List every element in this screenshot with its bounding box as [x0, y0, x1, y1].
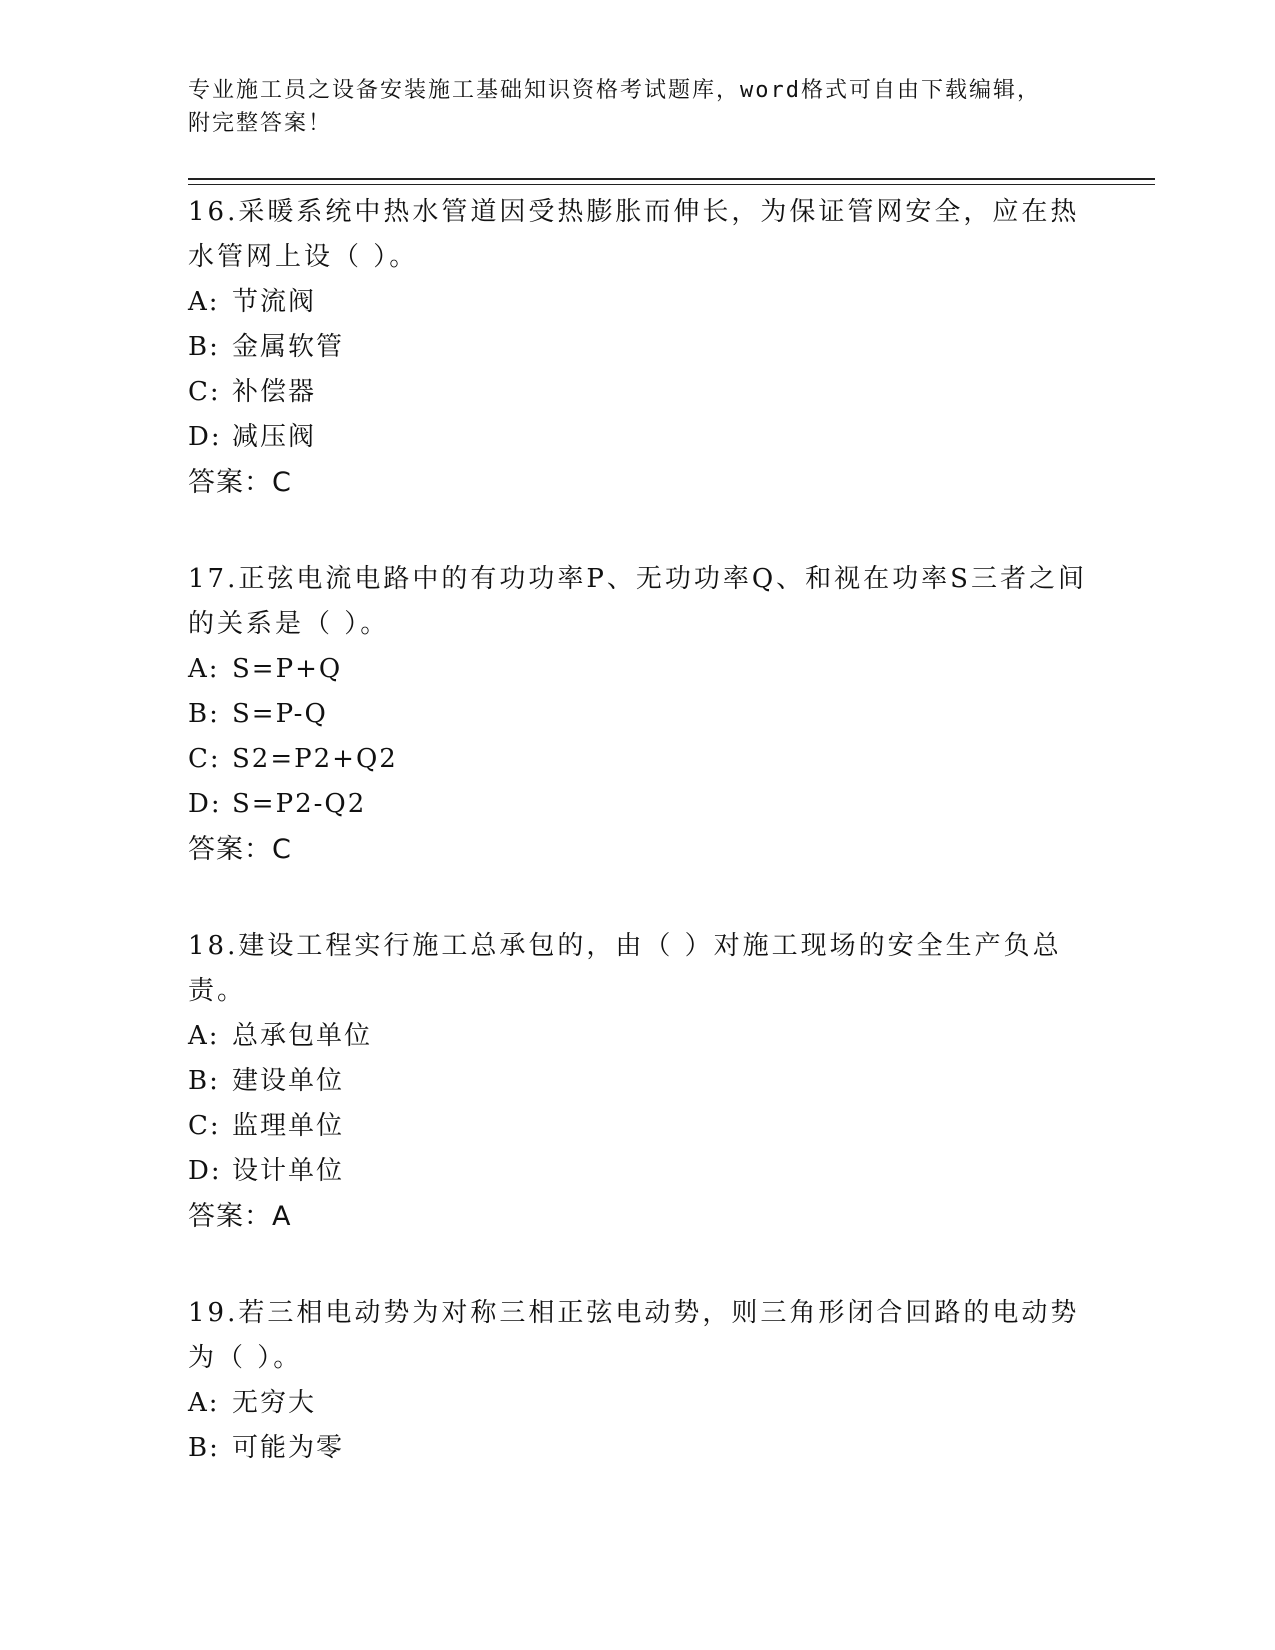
question-stem: 19.若三相电动势为对称三相正弦电动势，则三角形闭合回路的电动势为（ ）。	[188, 1298, 1080, 1373]
option-a	[188, 280, 1088, 325]
option-b	[188, 1059, 1088, 1104]
option-text: 监理单位	[232, 1111, 345, 1141]
option-key: B:	[188, 1433, 220, 1463]
option-key: C:	[188, 744, 221, 774]
option-b	[188, 325, 1088, 370]
option-key: B:	[188, 332, 220, 362]
option-key: C:	[188, 377, 221, 407]
question-17	[188, 557, 1088, 872]
option-c	[188, 370, 1088, 415]
option-text: S=P+Q	[232, 654, 343, 684]
question-18	[188, 924, 1088, 1239]
question-list	[188, 190, 1088, 1523]
answer-line: 答案：C	[188, 834, 292, 865]
option-d	[188, 782, 1088, 827]
option-text: 设计单位	[232, 1156, 345, 1186]
option-key: A:	[188, 1021, 220, 1051]
header-divider-thin	[188, 184, 1155, 185]
option-a	[188, 1381, 1088, 1426]
option-a	[188, 1014, 1088, 1059]
option-b	[188, 1426, 1088, 1471]
option-key: D:	[188, 1156, 222, 1186]
question-stem: 18.建设工程实行施工总承包的，由（ ）对施工现场的安全生产负总责。	[188, 931, 1062, 1006]
option-key: B:	[188, 699, 220, 729]
option-key: A:	[188, 1388, 220, 1418]
option-b	[188, 692, 1088, 737]
question-19	[188, 1291, 1088, 1471]
option-text: 可能为零	[232, 1433, 345, 1463]
option-text: 总承包单位	[232, 1021, 373, 1051]
option-d	[188, 1149, 1088, 1194]
option-text: 节流阀	[232, 287, 317, 317]
option-key: D:	[188, 789, 222, 819]
option-key: A:	[188, 654, 220, 684]
option-text: 补偿器	[232, 377, 317, 407]
option-key: B:	[188, 1066, 220, 1096]
option-d	[188, 415, 1088, 460]
answer-line: 答案：A	[188, 1201, 292, 1232]
option-text: S=P-Q	[232, 699, 328, 729]
option-text: 金属软管	[232, 332, 345, 362]
option-key: A:	[188, 287, 220, 317]
option-text: 减压阀	[232, 422, 317, 452]
option-key: D:	[188, 422, 222, 452]
question-stem: 16.采暖系统中热水管道因受热膨胀而伸长，为保证管网安全，应在热水管网上设（ ）。	[188, 197, 1080, 272]
option-key: C:	[188, 1111, 221, 1141]
option-c	[188, 1104, 1088, 1149]
header-line-1: 专业施工员之设备安装施工基础知识资格考试题库，word格式可自由下载编辑，	[188, 78, 1041, 103]
question-stem: 17.正弦电流电路中的有功功率P、无功功率Q、和视在功率S三者之间的关系是（ ）。	[188, 564, 1087, 639]
option-text: 建设单位	[232, 1066, 345, 1096]
option-text: 无穷大	[232, 1388, 317, 1418]
header-divider-thick	[188, 178, 1155, 180]
answer-line: 答案：C	[188, 467, 292, 498]
document-header	[188, 74, 1068, 140]
option-text: S=P2-Q2	[232, 789, 367, 819]
header-line-2: 附完整答案！	[188, 111, 333, 136]
option-c	[188, 737, 1088, 782]
question-16	[188, 190, 1088, 505]
option-a	[188, 647, 1088, 692]
option-text: S2=P2+Q2	[232, 744, 398, 774]
